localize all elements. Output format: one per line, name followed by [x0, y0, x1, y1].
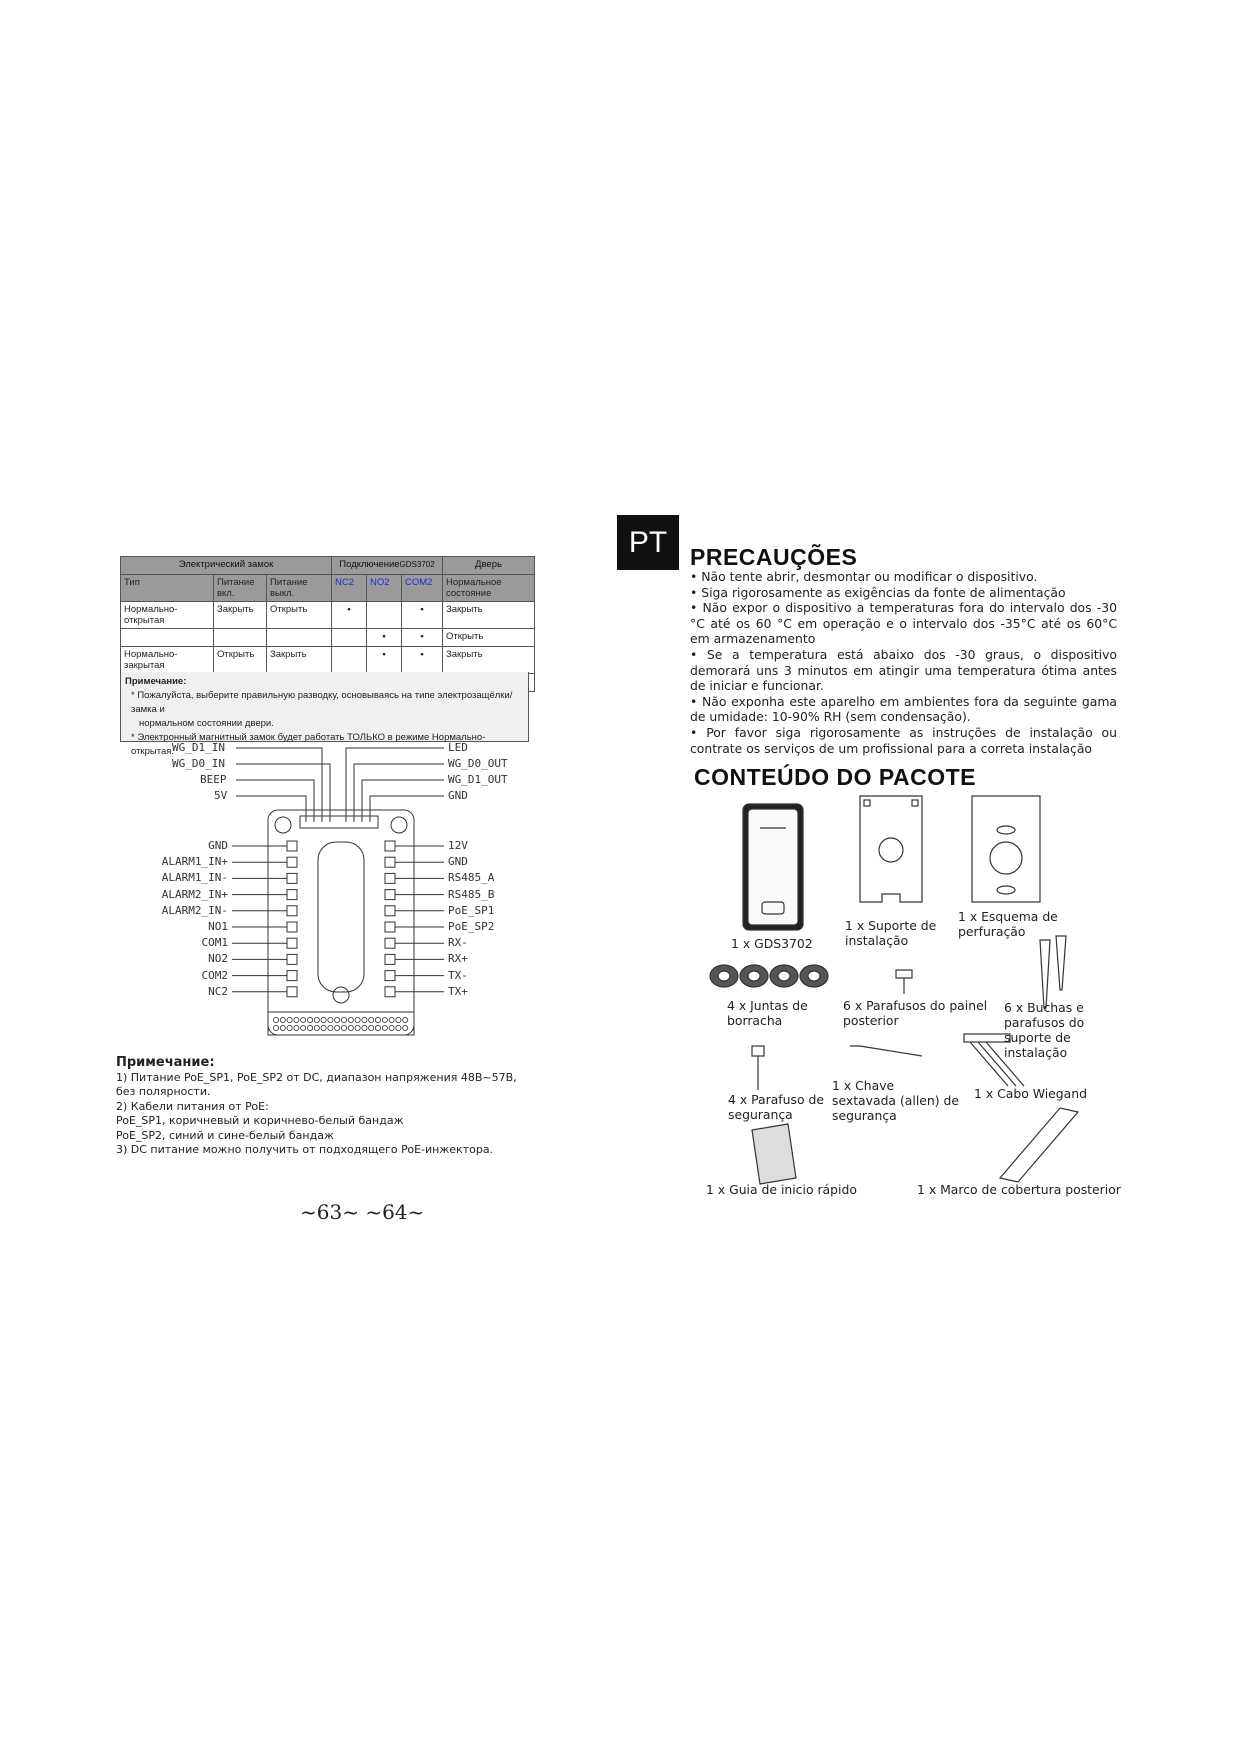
- terminal-left: [287, 971, 297, 981]
- bottom-pin: [273, 1025, 278, 1030]
- terminal-left: [287, 938, 297, 948]
- drilling-template-icon: [972, 796, 1040, 902]
- terminal-label: TX-: [448, 968, 468, 982]
- bottom-pin: [294, 1017, 299, 1022]
- caption-allen-key: 1 x Chave sextavada (allen) de segurança: [832, 1078, 960, 1123]
- terminal-left: [287, 954, 297, 964]
- terminal-left: [287, 857, 297, 867]
- table-sub-power-off: Питание выкл.: [267, 575, 332, 602]
- bottom-pin: [280, 1017, 285, 1022]
- bottom-pin: [348, 1025, 353, 1030]
- bottom-pin: [348, 1017, 353, 1022]
- top-header: [300, 816, 378, 828]
- terminal-right: [385, 857, 395, 867]
- terminal-right: [385, 890, 395, 900]
- bottom-pin: [335, 1017, 340, 1022]
- bottom-pin: [273, 1017, 278, 1022]
- terminal-right: [385, 954, 395, 964]
- wire-led: [346, 748, 444, 822]
- back-frame-icon: [1000, 1108, 1078, 1182]
- back-panel-screw-icon: [896, 970, 912, 994]
- bottom-pin: [321, 1025, 326, 1030]
- table-row: • • Открыть: [121, 629, 535, 647]
- terminal-right: [385, 971, 395, 981]
- board-bottom-connector: [268, 1012, 414, 1035]
- board-mount-hole-left: [275, 817, 291, 833]
- bottom-pin: [396, 1025, 401, 1030]
- bottom-pin: [403, 1025, 408, 1030]
- bottom-pin: [362, 1017, 367, 1022]
- wire-wg-d0-in: [236, 764, 330, 822]
- label-wg-d1-out: WG_D1_OUT: [448, 773, 508, 786]
- terminal-label: PoE_SP1: [448, 903, 495, 917]
- precautions-title: PRECAUÇÕES: [690, 544, 858, 570]
- wire-gnd-top: [370, 796, 444, 822]
- terminal-label: GND: [208, 839, 228, 852]
- caption-template: 1 x Esquema de perfuração: [958, 909, 1058, 939]
- bottom-pin: [375, 1025, 380, 1030]
- caption-bracket: 1 x Suporte de instalação: [845, 918, 937, 948]
- label-wg-d0-out: WG_D0_OUT: [448, 757, 508, 770]
- bottom-pin: [375, 1017, 380, 1022]
- bottom-pin: [335, 1025, 340, 1030]
- terminal-label: ALARM2_IN+: [161, 887, 228, 901]
- table-head-door: Дверь: [443, 557, 535, 575]
- bottom-pin: [280, 1025, 285, 1030]
- language-badge: PT: [617, 515, 679, 570]
- wire-5v: [236, 796, 306, 822]
- mounting-bracket-icon: [860, 796, 922, 902]
- table-sub-no2: NO2: [367, 575, 402, 602]
- caption-gaskets: 4 x Juntas de borracha: [727, 998, 808, 1028]
- caption-frame: 1 x Marco de cobertura posterior: [917, 1182, 1121, 1197]
- table-row: Нормально-открытая Закрыть Открыть • • Закрыть: [121, 602, 535, 629]
- terminal-right: [385, 938, 395, 948]
- terminal-label: RS485_B: [448, 887, 495, 901]
- terminal-right: [385, 906, 395, 916]
- terminal-label: TX+: [448, 984, 468, 998]
- bottom-pin: [341, 1025, 346, 1030]
- bottom-pin: [307, 1017, 312, 1022]
- caption-security-screws: 4 x Parafuso de segurança: [728, 1092, 824, 1122]
- wire-wg-d1-in: [236, 748, 322, 822]
- terminal-label: ALARM1_IN-: [161, 871, 228, 885]
- table-row: Нормально-закрытая Открыть Закрыть • • Закрыть: [121, 647, 535, 674]
- label-wg-d1-in: WG_D1_IN: [172, 741, 225, 754]
- label-wg-d0-in: WG_D0_IN: [172, 757, 225, 770]
- ru-note-block: Примечание: 1) Питание PoE_SP1, PoE_SP2 от DC, диапазон напряжения 48В~57В, без полярности. 2) Кабели питания от PoE: PoE_SP1, коричневый и коричнево-белый бандаж PoE_SP2, синий и сине-белый бандаж 3) DC питание можно получить от подходящего PoE-инжектора.: [116, 1055, 517, 1156]
- table-sub-type: Тип: [121, 575, 214, 602]
- bottom-pin: [287, 1017, 292, 1022]
- bottom-pin: [362, 1025, 367, 1030]
- label-5v: 5V: [214, 789, 228, 802]
- table-head-lock: Электрический замок: [121, 557, 332, 575]
- bottom-pin: [307, 1025, 312, 1030]
- terminal-right: [385, 922, 395, 932]
- gds3702-device-icon: [743, 804, 803, 930]
- bottom-pin: [355, 1025, 360, 1030]
- terminal-left: [287, 987, 297, 997]
- board-center-slot: [318, 842, 364, 992]
- bottom-pin: [301, 1025, 306, 1030]
- precautions-list: • Não tente abrir, desmontar ou modificar o dispositivo. • Siga rigorosamente as exigências da fonte de alimentação • Não expor o dispositivo a temperaturas fora do intervalo dos -30 °C até os 60 °C em operação e o intervalo dos -35°C até os 60°C em armazenamento • Se a temperatura está abaixo dos -30 graus, o dispositivo demorará uns 3 minutos em atingir uma temperatura ótima antes de iniciar e funcionar. • Não exponha este aparelho em ambientes fora da seguinte gama de umidade: 10-90% RH (sem condensação). • Por favor siga rigorosamente as instruções de instalação ou contrate os serviços de um profissional para a correta instalação: [690, 569, 1117, 756]
- bottom-pin: [301, 1017, 306, 1022]
- bottom-pin: [328, 1017, 333, 1022]
- table-head-connection: ПодключениеGDS3702: [332, 557, 443, 575]
- label-led: LED: [448, 741, 468, 754]
- table-sub-normal-state: Нормальное состояние: [443, 575, 535, 602]
- terminal-left: [287, 890, 297, 900]
- terminal-label: RX+: [448, 952, 468, 966]
- bottom-pin: [314, 1017, 319, 1022]
- package-title: CONTEÚDO DO PACOTE: [694, 764, 977, 790]
- terminal-label: ALARM1_IN+: [161, 855, 228, 869]
- bottom-pin: [328, 1025, 333, 1030]
- board-mount-hole-right: [391, 817, 407, 833]
- table-sub-power-on: Питание вкл.: [214, 575, 267, 602]
- bottom-pin: [294, 1025, 299, 1030]
- terminal-label: RS485_A: [448, 871, 495, 885]
- terminal-label: PoE_SP2: [448, 920, 495, 933]
- allen-key-icon: [850, 1046, 922, 1056]
- table-note: Примечание: * Пожалуйста, выберите правильную разводку, основываясь на типе электрозащёлки/замка и нормальном состоянии двери. * Электронный магнитный замок будет работать ТОЛЬКО в режиме Нормально-открытая.: [120, 672, 529, 742]
- rubber-gasket-icon: [710, 965, 828, 987]
- label-beep: BEEP: [200, 773, 227, 786]
- terminal-label: RX-: [448, 936, 468, 950]
- wire-wg-d0-out: [354, 764, 444, 822]
- terminal-right: [385, 987, 395, 997]
- quick-guide-icon: [752, 1124, 796, 1184]
- bottom-pin: [382, 1025, 387, 1030]
- label-gnd-top: GND: [448, 789, 468, 802]
- page-numbers: ~63~ ~64~: [300, 1200, 425, 1224]
- wall-anchor-icon: [1040, 936, 1066, 1008]
- terminal-label: ALARM2_IN-: [161, 903, 228, 917]
- bottom-pin: [314, 1025, 319, 1030]
- bottom-pin: [355, 1017, 360, 1022]
- security-screw-icon: [752, 1046, 764, 1090]
- bottom-pin: [321, 1017, 326, 1022]
- bottom-pin: [389, 1025, 394, 1030]
- caption-wiegand: 1 x Cabo Wiegand: [974, 1086, 1087, 1101]
- caption-back-screws: 6 x Parafusos do painel posterior: [843, 998, 988, 1028]
- bottom-pin: [287, 1025, 292, 1030]
- terminal-left: [287, 873, 297, 883]
- terminal-label: GND: [448, 855, 468, 869]
- caption-guide: 1 x Guia de inicio rápido: [706, 1182, 857, 1197]
- caption-device: 1 x GDS3702: [731, 936, 813, 951]
- table-sub-nc2: NC2: [332, 575, 367, 602]
- terminal-left: [287, 922, 297, 932]
- bottom-pin: [396, 1017, 401, 1022]
- bottom-pin: [369, 1017, 374, 1022]
- terminal-left: [287, 906, 297, 916]
- bottom-pin: [403, 1017, 408, 1022]
- table-sub-com2: COM2: [402, 575, 443, 602]
- caption-anchors: 6 x Buchas e parafusos do suporte de instalação: [1004, 1000, 1085, 1060]
- board-mount-hole-bottom: [333, 987, 349, 1003]
- bottom-pin: [341, 1017, 346, 1022]
- bottom-pin: [389, 1017, 394, 1022]
- terminal-right: [385, 841, 395, 851]
- bottom-pin: [369, 1025, 374, 1030]
- bottom-pin: [382, 1017, 387, 1022]
- terminal-label: COM2: [201, 968, 228, 982]
- terminal-label: COM1: [201, 936, 228, 950]
- terminal-left: [287, 841, 297, 851]
- wiring-diagram: [0, 0, 620, 1050]
- terminal-right: [385, 873, 395, 883]
- terminal-label: 12V: [448, 839, 468, 852]
- terminal-label: NO1: [208, 920, 228, 933]
- terminal-label: NC2: [208, 984, 228, 998]
- terminal-label: NO2: [208, 952, 228, 966]
